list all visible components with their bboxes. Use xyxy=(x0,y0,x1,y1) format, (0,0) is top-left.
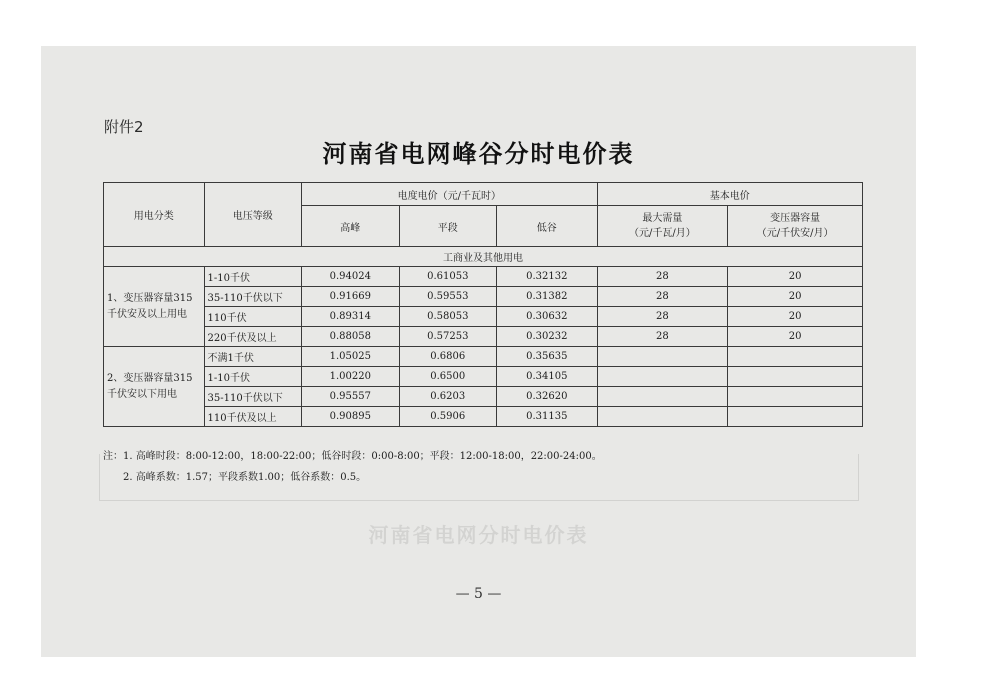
peak-price-cell: 0.89314 xyxy=(302,307,400,327)
peak-price-cell: 0.88058 xyxy=(302,327,400,347)
table-row xyxy=(104,387,863,407)
flat-price-cell: 0.5906 xyxy=(399,407,497,427)
capacity-cell xyxy=(728,387,863,407)
peak-price-cell: 0.94024 xyxy=(302,267,400,287)
header-flat: 平段 xyxy=(399,206,497,247)
capacity-cell xyxy=(728,407,863,427)
peak-price-cell: 1.05025 xyxy=(302,347,400,367)
header-peak: 高峰 xyxy=(302,206,400,247)
page-number: — 5 — xyxy=(455,586,502,602)
header-max-demand: 最大需量 （元/千瓦/月） xyxy=(597,206,728,247)
voltage-cell: 35-110千伏以下 xyxy=(204,287,302,307)
valley-price-cell: 0.34105 xyxy=(497,367,598,387)
max-demand-cell: 28 xyxy=(597,287,728,307)
max-demand-cell xyxy=(597,407,728,427)
capacity-cell: 20 xyxy=(728,287,863,307)
table-row xyxy=(104,367,863,387)
tariff-table xyxy=(103,182,863,427)
capacity-cell: 20 xyxy=(728,307,863,327)
capacity-cell: 20 xyxy=(728,327,863,347)
peak-price-cell: 0.90895 xyxy=(302,407,400,427)
max-demand-cell xyxy=(597,367,728,387)
voltage-cell: 110千伏 xyxy=(204,307,302,327)
voltage-cell: 35-110千伏以下 xyxy=(204,387,302,407)
document-title: 河南省电网峰谷分时电价表 xyxy=(322,139,635,168)
flat-price-cell: 0.6500 xyxy=(399,367,497,387)
valley-price-cell: 0.31382 xyxy=(497,287,598,307)
table-row xyxy=(104,407,863,427)
header-transformer-capacity: 变压器容量 （元/千伏安/月） xyxy=(728,206,863,247)
max-demand-cell xyxy=(597,387,728,407)
table-row xyxy=(104,327,863,347)
voltage-cell: 220千伏及以上 xyxy=(204,327,302,347)
attachment-label: 附件2 xyxy=(104,118,144,136)
table-row xyxy=(104,267,863,287)
flat-price-cell: 0.6203 xyxy=(399,387,497,407)
header-valley: 低谷 xyxy=(497,206,598,247)
max-demand-cell xyxy=(597,347,728,367)
flat-price-cell: 0.57253 xyxy=(399,327,497,347)
valley-price-cell: 0.32132 xyxy=(497,267,598,287)
note-1: 注：1. 高峰时段：8:00-12:00，18:00-22:00；低谷时段：0:00-8:00；平段：12:00-18:00，22:00-24:00。 xyxy=(103,451,602,462)
flat-price-cell: 0.58053 xyxy=(399,307,497,327)
capacity-cell xyxy=(728,367,863,387)
valley-price-cell: 0.32620 xyxy=(497,387,598,407)
note-2: 2. 高峰系数：1.57；平段系数1.00；低谷系数：0.5。 xyxy=(123,472,367,483)
max-demand-cell: 28 xyxy=(597,307,728,327)
notes xyxy=(103,446,602,488)
valley-price-cell: 0.35635 xyxy=(497,347,598,367)
voltage-cell: 110千伏及以上 xyxy=(204,407,302,427)
valley-price-cell: 0.30632 xyxy=(497,307,598,327)
peak-price-cell: 0.91669 xyxy=(302,287,400,307)
section-label: 工商业及其他用电 xyxy=(104,247,863,267)
header-energy-price: 电度电价（元/千瓦时） xyxy=(302,183,598,206)
flat-price-cell: 0.61053 xyxy=(399,267,497,287)
peak-price-cell: 1.00220 xyxy=(302,367,400,387)
max-demand-cell: 28 xyxy=(597,327,728,347)
category-cell: 1、变压器容量315千伏安及以上用电 xyxy=(104,267,205,347)
voltage-cell: 不满1千伏 xyxy=(204,347,302,367)
valley-price-cell: 0.31135 xyxy=(497,407,598,427)
show-through-title: 河南省电网分时电价表 xyxy=(368,523,589,547)
voltage-cell: 1-10千伏 xyxy=(204,267,302,287)
header-voltage: 电压等级 xyxy=(204,183,302,247)
document-page xyxy=(41,46,916,657)
capacity-cell: 20 xyxy=(728,267,863,287)
voltage-cell: 1-10千伏 xyxy=(204,367,302,387)
peak-price-cell: 0.95557 xyxy=(302,387,400,407)
table-row xyxy=(104,347,863,367)
flat-price-cell: 0.6806 xyxy=(399,347,497,367)
header-basic-price: 基本电价 xyxy=(597,183,862,206)
table-row xyxy=(104,287,863,307)
header-category: 用电分类 xyxy=(104,183,205,247)
capacity-cell xyxy=(728,347,863,367)
valley-price-cell: 0.30232 xyxy=(497,327,598,347)
flat-price-cell: 0.59553 xyxy=(399,287,497,307)
category-cell: 2、变压器容量315千伏安以下用电 xyxy=(104,347,205,427)
table-row xyxy=(104,307,863,327)
max-demand-cell: 28 xyxy=(597,267,728,287)
